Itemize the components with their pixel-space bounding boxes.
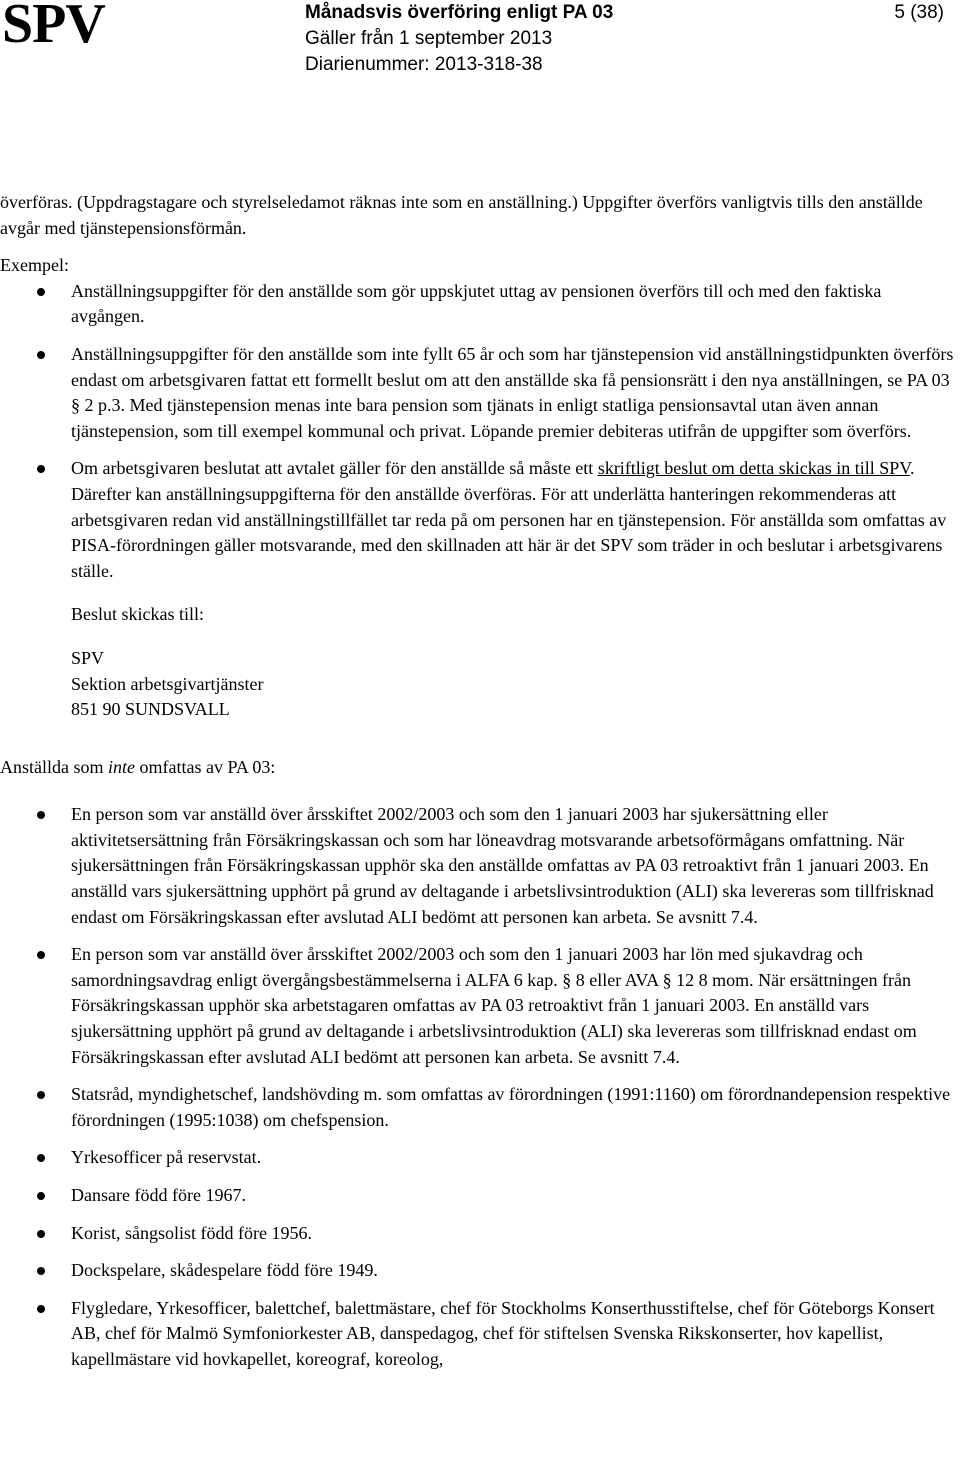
list-item: En person som var anställd över årsskiftet 2002/2003 och som den 1 januari 2003 har lön med sjukavdrag och samordningsavdrag enligt övergångsbestämmelserna i ALFA 6 kap. § 8 eller AVA § 12 8 mom. När ersättningen från Försäkringskassan upphör ska arbetstagaren omfattas av PA 03 retroaktivt från 1 januari 2003. En anställd vars sjukersättning upphört på grund av deltagande i arbetslivsintroduktion (ALI) ska levereras som tillfrisknad endast om Försäkringskassan efter avslutad ALI bedömt att personen kan arbeta. Se avsnitt 7.4. bbox=[0, 942, 955, 1070]
heading-text: Anställda som bbox=[0, 756, 108, 777]
list-item: Dockspelare, skådespelare född före 1949. bbox=[0, 1258, 955, 1284]
diarienummer: Diarienummer: 2013-318-38 bbox=[305, 54, 543, 75]
valid-from: Gäller från 1 september 2013 bbox=[305, 28, 553, 49]
list-item: Anställningsuppgifter för den anställde som inte fyllt 65 år och som har tjänstepension vid anställningstidpunkten överförs endast om arbetsgivaren fattat ett formellt beslut om att den anställde ska få pensionsrätt i den nya anställningen, se PA 03 § 2 p.3. Med tjänstepension menas inte bara pension som tjänats in enligt statliga pensionsavtal utan även annan tjänstepension, som till exempel kommunal och privat. Löpande premier debiteras utifrån de uppgifter som överförs. bbox=[0, 342, 955, 444]
list-item: Statsråd, myndighetschef, landshövding m. som omfattas av förordningen (1991:1160) om förordnandepension respektive förordningen (1995:1038) om chefspension. bbox=[0, 1082, 955, 1133]
list-item-text: . Därefter kan anställningsuppgifterna för den anställde överföras. För att underlätta hanteringen rekommenderas att arbetsgivaren redan vid anställningstillfället tar reda på om personen har en tjänstepension. För anställda som omfattas av PISA-förordningen gäller motsvarande, med den skillnaden att här är det SPV som träder in och beslutar i arbetsgivarens ställe. bbox=[71, 458, 947, 581]
address-label: Beslut skickas till: bbox=[71, 604, 204, 625]
document-header bbox=[305, 0, 613, 78]
list-item-text: Om arbetsgivaren beslutat att avtalet gäller för den anställde så måste ett bbox=[71, 458, 598, 479]
not-covered-list bbox=[0, 802, 955, 1372]
list-item: Anställningsuppgifter för den anställde som gör uppskjutet uttag av pensionen överförs till och med den faktiska avgången. bbox=[0, 279, 955, 330]
example-list bbox=[0, 279, 955, 585]
list-item: Korist, sångsolist född före 1956. bbox=[0, 1221, 955, 1247]
written-decision-link[interactable]: skriftligt beslut om detta skickas in till SPV bbox=[597, 458, 910, 479]
document-body bbox=[0, 190, 955, 1373]
list-item: Flygledare, Yrkesofficer, balettchef, balettmästare, chef för Stockholms Konserthusstiftelse, chef för Göteborgs Konsert AB, chef för Malmö Symfoniorkester AB, danspedagog, chef för stiftelsen Svenska Rikskonserter, hov kapellist, kapellmästare vid hovkapellet, koreograf, koreolog, bbox=[0, 1296, 955, 1373]
list-item: En person som var anställd över årsskiftet 2002/2003 och som den 1 januari 2003 har sjukersättning eller aktivitetsersättning från Försäkringskassan och som har löneavdrag motsvarande arbetsoförmågans omfattning. När sjukersättningen från Försäkringskassan upphör ska den anställde omfattas av PA 03 retroaktivt från 1 januari 2003. En anställd vars sjukersättning upphört på grund av deltagande i arbetslivsintroduktion (ALI) ska levereras som tillfrisknad endast om Försäkringskassan efter avslutad ALI bedömt att personen kan arbeta. Se avsnitt 7.4. bbox=[0, 802, 955, 930]
address-block bbox=[0, 646, 955, 723]
list-item: Yrkesofficer på reservstat. bbox=[0, 1145, 955, 1171]
heading-text: omfattas av PA 03: bbox=[135, 756, 276, 777]
spv-logo: SPV bbox=[2, 0, 105, 55]
heading-emphasis: inte bbox=[108, 756, 135, 777]
address-line: Sektion arbetsgivartjänster bbox=[71, 673, 264, 694]
example-label: Exempel: bbox=[0, 255, 69, 276]
list-item: Dansare född före 1967. bbox=[0, 1183, 955, 1209]
address-line: SPV bbox=[71, 647, 105, 668]
not-covered-heading bbox=[0, 755, 955, 781]
document-title: Månadsvis överföring enligt PA 03 bbox=[305, 2, 614, 23]
intro-paragraph: överföras. (Uppdragstagare och styrelseledamot räknas inte som en anställning.) Uppgifter överförs vanligtvis tills den anställde avgår med tjänstepensionsförmån. bbox=[0, 192, 923, 238]
page-number: 5 (38) bbox=[894, 2, 944, 23]
list-item bbox=[0, 456, 955, 584]
address-line: 851 90 SUNDSVALL bbox=[71, 699, 230, 720]
